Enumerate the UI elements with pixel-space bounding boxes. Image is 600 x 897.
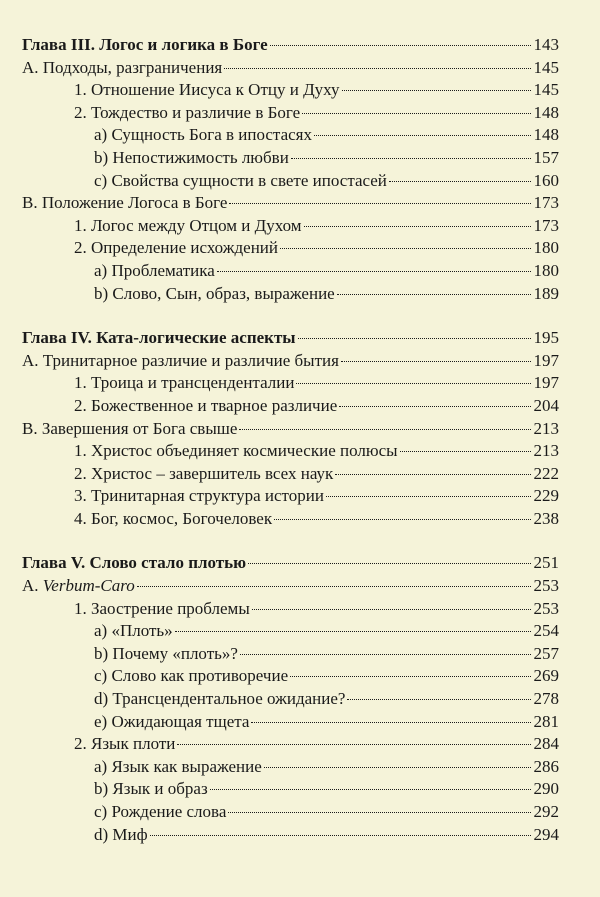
toc-entry-title-text: 2. Язык плоти: [74, 734, 176, 754]
toc-page-number: 290: [533, 779, 559, 799]
toc-entry-title-text: 1. Христос объединяет космические полюсы: [74, 441, 398, 461]
toc-page-number: 229: [533, 486, 559, 506]
toc-entry-title-text: b) Язык и образ: [94, 779, 208, 799]
toc-page-number: 269: [533, 666, 559, 686]
dot-leader: [280, 248, 531, 249]
toc-entry-title: [22, 575, 135, 598]
dot-leader: [228, 812, 531, 813]
dot-leader: [274, 519, 531, 520]
dot-leader: [304, 226, 531, 227]
toc-entry: [22, 170, 559, 193]
dot-leader: [302, 113, 531, 114]
toc-page-number: 238: [533, 508, 559, 528]
toc-page-number: 213: [533, 441, 559, 461]
dot-leader: [337, 294, 531, 295]
dot-leader: [341, 361, 531, 362]
dot-leader: [217, 271, 531, 272]
toc-page-number: 251: [533, 553, 559, 573]
toc-entry-title-italic: Verbum-Caro: [42, 576, 135, 596]
toc-entry: [22, 801, 559, 824]
dot-leader: [175, 631, 531, 632]
toc-entry-title-text: 3. Тринитарная структура истории: [74, 486, 324, 506]
toc-entry-title-text: 2. Тождество и различие в Боге: [74, 102, 301, 122]
dot-leader: [210, 789, 531, 790]
toc-entry-title: [22, 418, 237, 441]
toc-entry: [22, 508, 559, 531]
toc-entry-title-text: 2. Определение исхождений: [74, 238, 278, 258]
toc-page-number: 148: [533, 125, 559, 145]
toc-page-number: 197: [533, 350, 559, 370]
toc-entry-title: [94, 756, 262, 779]
toc-page-number: 294: [533, 824, 559, 844]
toc-entry-title: [22, 192, 227, 215]
toc-page-number: 195: [533, 328, 559, 348]
toc-entry-title: [94, 801, 226, 824]
toc-entry-title: [22, 34, 268, 57]
toc-entry-title: [74, 237, 278, 260]
toc-entry-title: [74, 598, 250, 621]
toc-entry-title: [94, 711, 249, 734]
toc-entry-title-text: B. Завершения от Бога свыше: [22, 418, 238, 438]
toc-entry: [22, 283, 559, 306]
toc-entry: [22, 237, 559, 260]
toc-entry-title-text: A. Подходы, разграничения: [22, 57, 223, 77]
toc-entry-title-text: A. Тринитарное различие и различие бытия: [22, 350, 339, 370]
toc-entry-title: [74, 485, 324, 508]
toc-page-number: 143: [533, 35, 559, 54]
toc-entry: [22, 485, 559, 508]
toc-entry-title-text: c) Слово как противоречие: [94, 666, 289, 686]
toc-entry-title-text: c) Рождение слова: [94, 802, 227, 821]
toc-entry-title-text: 1. Отношение Иисуса к Отцу и Духу: [74, 80, 340, 100]
toc-entry: [22, 215, 559, 238]
toc-entry-title-text: 4. Бог, космос, Богочеловек: [74, 508, 273, 528]
toc-entry: [22, 643, 559, 666]
toc-entry-title-text: 1. Троица и трансценденталии: [74, 373, 295, 393]
toc-entry: [22, 575, 559, 598]
toc-entry: [22, 260, 559, 283]
table-of-contents: [22, 34, 559, 846]
toc-page-number: 145: [533, 80, 559, 100]
toc-page-number: 286: [533, 756, 559, 776]
toc-entry-title-text: 1. Логос между Отцом и Духом: [74, 215, 302, 235]
toc-entry-title: [94, 260, 215, 283]
dot-leader: [177, 744, 531, 745]
dot-leader: [290, 676, 531, 677]
toc-entry: [22, 372, 559, 395]
toc-entry-title: [74, 463, 333, 486]
toc-entry-title-text: Глава V. Слово стало плотью: [22, 553, 247, 573]
dot-leader: [240, 654, 531, 655]
toc-chapter-entry: [22, 34, 559, 57]
toc-entry: [22, 778, 559, 801]
toc-page-number: 173: [533, 193, 559, 213]
toc-entry-title-text: Глава III. Логос и логика в Боге: [22, 35, 268, 54]
toc-entry: [22, 598, 559, 621]
toc-entry-title: [74, 79, 340, 102]
dot-leader: [270, 45, 531, 46]
toc-entry-title: [94, 665, 288, 688]
toc-entry-title: [74, 215, 302, 238]
dot-leader: [326, 496, 531, 497]
toc-entry-title: [22, 552, 246, 575]
toc-entry-title-text: d) Миф: [94, 824, 148, 844]
toc-entry-title-text: d) Трансцендентальное ожидание?: [94, 689, 346, 709]
toc-entry: [22, 756, 559, 779]
toc-page-number: 254: [533, 621, 559, 641]
toc-entry-title-text: b) Непостижимость любви: [94, 147, 289, 167]
toc-entry: [22, 102, 559, 125]
dot-leader: [339, 406, 531, 407]
dot-leader: [335, 474, 531, 475]
dot-leader: [248, 563, 531, 564]
dot-leader: [298, 338, 531, 339]
toc-entry: [22, 824, 559, 847]
dot-leader: [342, 90, 531, 91]
toc-entry-title: [94, 124, 312, 147]
toc-page-number: 284: [533, 734, 559, 754]
toc-entry: [22, 688, 559, 711]
toc-page-number: 160: [533, 170, 559, 190]
dot-leader: [252, 609, 531, 610]
toc-page-number: 180: [533, 260, 559, 280]
toc-page-number: 253: [533, 598, 559, 618]
toc-entry: [22, 192, 559, 215]
toc-page-number: 278: [533, 689, 559, 709]
toc-page-number: 189: [533, 283, 559, 303]
toc-entry: [22, 711, 559, 734]
toc-entry-title-text: b) Почему «плоть»?: [94, 643, 238, 663]
toc-entry: [22, 440, 559, 463]
toc-entry-title: [94, 147, 289, 170]
toc-entry-title-text: b) Слово, Сын, образ, выражение: [94, 283, 335, 303]
toc-entry-title-text: e) Ожидающая тщета: [94, 711, 250, 731]
toc-page-number: 145: [533, 57, 559, 77]
toc-entry-title-text: a) Язык как выражение: [94, 756, 262, 776]
dot-leader: [239, 429, 531, 430]
toc-entry-title-text: 2. Христос – завершитель всех наук: [74, 463, 334, 483]
toc-entry: [22, 463, 559, 486]
toc-entry-title-text: 2. Божественное и тварное различие: [74, 395, 338, 415]
toc-page-number: 213: [533, 418, 559, 438]
toc-entry-title: [74, 733, 175, 756]
toc-entry: [22, 124, 559, 147]
toc-entry-title-text: a) Проблематика: [94, 260, 215, 280]
toc-entry-title: [22, 327, 296, 350]
toc-entry-title: [94, 824, 148, 847]
dot-leader: [224, 68, 531, 69]
toc-entry-title: [74, 102, 300, 125]
toc-page-number: 257: [533, 643, 559, 663]
dot-leader: [150, 835, 531, 836]
toc-entry-title: [74, 372, 294, 395]
dot-leader: [229, 203, 531, 204]
toc-entry-title-text: a) «Плоть»: [94, 621, 173, 641]
toc-entry-title: [74, 395, 337, 418]
dot-leader: [291, 158, 531, 159]
toc-entry: [22, 620, 559, 643]
toc-entry-title: [94, 688, 345, 711]
toc-chapter-entry: [22, 327, 559, 350]
toc-page-number: 281: [533, 711, 559, 731]
toc-entry-title: [22, 57, 222, 80]
toc-entry: [22, 665, 559, 688]
toc-page-number: 222: [533, 463, 559, 483]
toc-entry: [22, 147, 559, 170]
dot-leader: [314, 135, 531, 136]
dot-leader: [296, 383, 531, 384]
toc-entry-title-text: a) Сущность Бога в ипостасях: [94, 125, 312, 145]
toc-page-number: 173: [533, 215, 559, 235]
toc-entry-title: [94, 643, 238, 666]
toc-entry-title-text: 1. Заострение проблемы: [74, 598, 250, 618]
dot-leader: [137, 586, 531, 587]
dot-leader: [251, 722, 531, 723]
toc-entry-title-text: A.: [22, 576, 43, 596]
toc-entry-title: [94, 778, 208, 801]
toc-page-number: 253: [533, 576, 559, 596]
toc-entry: [22, 733, 559, 756]
toc-entry-title: [74, 508, 272, 531]
toc-entry-title: [94, 170, 387, 193]
toc-page-number: 157: [533, 147, 559, 167]
toc-page-number: 148: [533, 102, 559, 122]
dot-leader: [347, 699, 531, 700]
toc-entry-title: [94, 620, 173, 643]
toc-chapter-entry: [22, 552, 559, 575]
dot-leader: [389, 181, 531, 182]
toc-entry-title-text: B. Положение Логоса в Боге: [22, 193, 228, 213]
toc-entry: [22, 418, 559, 441]
toc-page-number: 197: [533, 373, 559, 393]
dot-leader: [264, 767, 531, 768]
toc-page-number: 204: [533, 395, 559, 415]
toc-entry: [22, 350, 559, 373]
toc-entry-title-text: Глава IV. Ката-логические аспекты: [22, 328, 296, 348]
toc-entry-title: [74, 440, 398, 463]
toc-page-number: 180: [533, 238, 559, 258]
toc-entry: [22, 79, 559, 102]
toc-entry: [22, 395, 559, 418]
toc-entry-title: [22, 350, 339, 373]
dot-leader: [400, 451, 531, 452]
toc-entry-title: [94, 283, 335, 306]
toc-entry-title-text: c) Свойства сущности в свете ипостасей: [94, 170, 387, 190]
toc-page-number: 292: [533, 802, 559, 821]
toc-entry: [22, 57, 559, 80]
